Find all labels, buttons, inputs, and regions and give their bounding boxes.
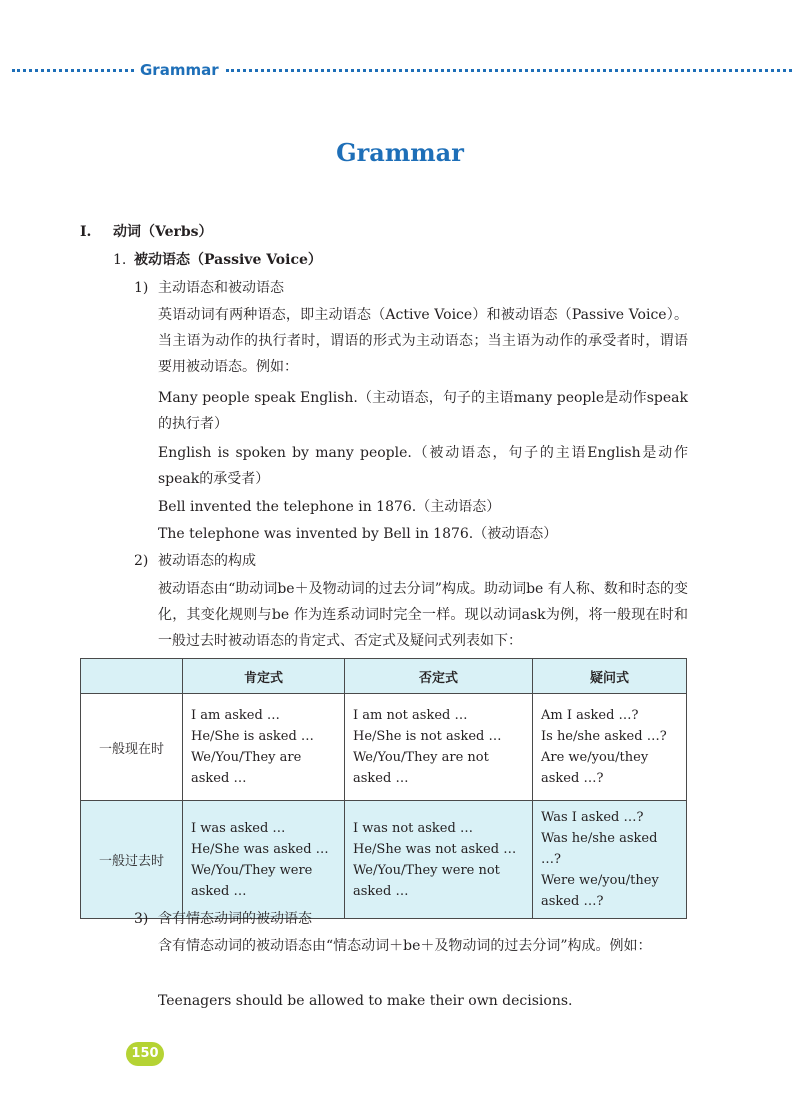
affirmative-cell: I am asked … He/She is asked … We/You/They are asked … (183, 694, 345, 801)
table-header-cell: 肯定式 (183, 659, 345, 694)
part1-intro: 英语动词有两种语态，即主动语态（Active Voice）和被动语态（Passive Voice）。当主语为动作的执行者时，谓语的形式为主动语态；当主语为动作的承受者时，谓语要用被动语态。例如： (158, 307, 688, 375)
running-header (12, 60, 792, 80)
passive-voice-table (80, 658, 687, 919)
table-row (81, 801, 687, 919)
part1-example-3: Bell invented the telephone in 1876.（主动语态） (158, 499, 501, 515)
table-header-cell: 疑问式 (533, 659, 687, 694)
tense-cell: 一般现在时 (81, 694, 183, 801)
part3-heading: 含有情态动词的被动语态 (158, 911, 312, 927)
affirmative-cell: I was asked … He/She was asked … We/You/They were asked … (183, 801, 345, 919)
part2-heading: 被动语态的构成 (158, 553, 256, 569)
table-header-row (81, 659, 687, 694)
section-number: I. (80, 224, 92, 240)
part1-example-2: English is spoken by many people.（被动语态，句子的主语English是动作speak的承受者） (158, 445, 688, 487)
table-row (81, 694, 687, 801)
table-header-cell: 否定式 (345, 659, 533, 694)
subsection-number: 1. (113, 252, 127, 268)
interrogative-cell: Am I asked …? Is he/she asked …? Are we/you/they asked …? (533, 694, 687, 801)
part3-number: 3) (134, 911, 149, 927)
part1-example-4: The telephone was invented by Bell in 1876.（被动语态） (158, 526, 558, 542)
table-header-cell (81, 659, 183, 694)
page-title: Grammar (336, 138, 464, 167)
part2-number: 2) (134, 553, 149, 569)
part1-example-1: Many people speak English.（主动语态，句子的主语many people是动作speak的执行者） (158, 390, 688, 432)
header-dots-right (226, 69, 792, 72)
negative-cell: I was not asked … He/She was not asked … We/You/They were not asked … (345, 801, 533, 919)
part1-number: 1) (134, 280, 149, 296)
header-dots-left (12, 69, 134, 72)
interrogative-cell: Was I asked …? Was he/she asked …? Were we/you/they asked …? (533, 801, 687, 919)
tense-cell: 一般过去时 (81, 801, 183, 919)
part2-intro: 被动语态由“助动词be＋及物动词的过去分词”构成。助动词be 有人称、数和时态的变化，其变化规则与be 作为连系动词时完全一样。现以动词ask为例，将一般现在时和一般过去时被动语态的肯定式、否定式及疑问式列表如下： (158, 581, 688, 649)
header-label: Grammar (140, 61, 219, 79)
part3-intro: 含有情态动词的被动语态由“情态动词＋be＋及物动词的过去分词”构成。例如： (158, 938, 652, 954)
part3-example-1: Teenagers should be allowed to make their own decisions. (158, 993, 573, 1009)
page-number-badge: 150 (126, 1042, 164, 1066)
part1-heading: 主动语态和被动语态 (158, 280, 284, 296)
subsection-heading: 被动语态（Passive Voice） (134, 252, 322, 268)
negative-cell: I am not asked … He/She is not asked … We/You/They are not asked … (345, 694, 533, 801)
section-heading: 动词（Verbs） (113, 224, 213, 240)
